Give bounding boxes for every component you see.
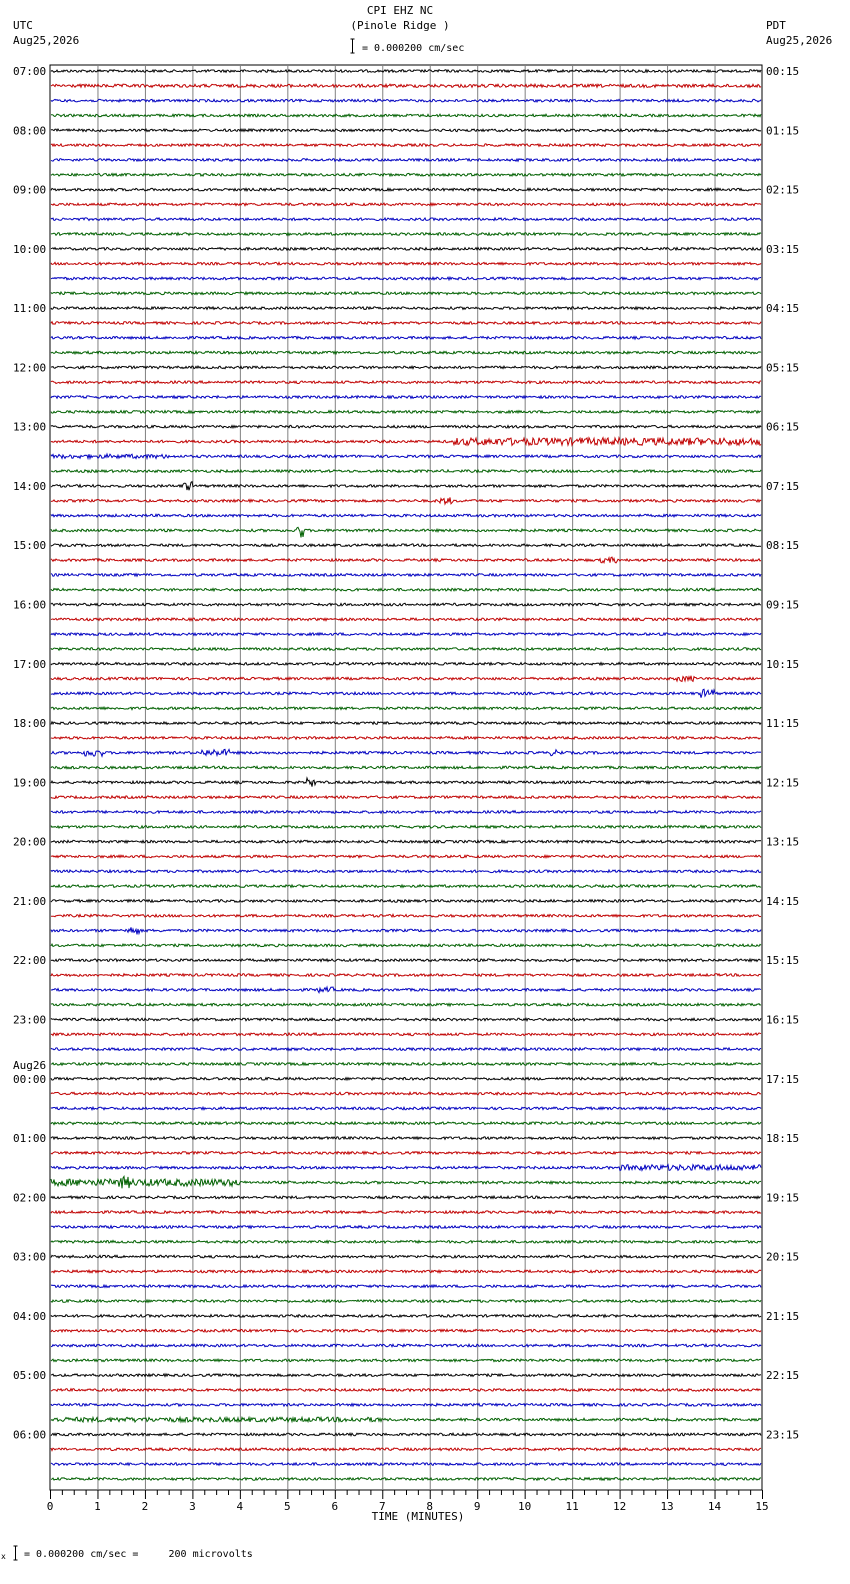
utc-hour-label: 10:00	[13, 242, 47, 256]
seismogram-trace	[51, 1018, 761, 1021]
seismogram-trace	[51, 470, 761, 473]
x-tick-label: 2	[141, 1500, 149, 1513]
seismogram-trace	[51, 411, 761, 414]
seismogram-trace	[51, 1315, 761, 1318]
utc-date-label: Aug26	[13, 1058, 47, 1072]
seismogram-trace	[51, 159, 761, 162]
seismogram-trace	[51, 99, 761, 102]
seismogram-trace	[51, 1196, 761, 1199]
seismogram-trace	[51, 1255, 761, 1258]
utc-hour-label: 20:00	[13, 835, 47, 849]
seismogram-trace	[51, 811, 761, 814]
seismogram-trace	[51, 144, 761, 147]
utc-hour-label: 01:00	[13, 1132, 47, 1146]
utc-hour-label: 22:00	[13, 954, 47, 968]
seismogram-trace	[51, 188, 761, 191]
seismogram-trace	[51, 588, 761, 591]
x-axis-label: TIME (MINUTES)	[371, 1510, 465, 1523]
footer-scale-text: = 0.000200 cm/sec = 200 microvolts	[24, 1549, 253, 1560]
utc-hour-label: 21:00	[13, 894, 47, 908]
seismogram-trace	[51, 482, 761, 491]
seismogram-trace	[51, 322, 761, 325]
seismogram-trace	[51, 796, 761, 799]
right-timezone: PDT	[766, 19, 786, 32]
x-tick-label: 10	[518, 1500, 532, 1513]
x-tick-label: 3	[189, 1500, 196, 1513]
seismogram-trace	[51, 233, 761, 236]
seismogram-trace	[51, 1270, 761, 1273]
seismogram-trace	[51, 1211, 761, 1214]
station-title: CPI EHZ NC	[366, 4, 434, 17]
seismogram-trace	[51, 618, 761, 621]
x-tick-label: 4	[236, 1500, 244, 1513]
seismogram-trace	[51, 1122, 761, 1125]
seismogram-trace	[51, 1448, 761, 1451]
pdt-hour-label: 18:15	[766, 1132, 800, 1146]
x-tick-label: 6	[331, 1500, 339, 1513]
seismogram-trace	[51, 173, 761, 176]
x-tick-label: 11	[565, 1500, 579, 1513]
utc-hour-label: 05:00	[13, 1369, 47, 1383]
utc-hour-label: 06:00	[13, 1428, 47, 1442]
seismogram-trace	[51, 1241, 761, 1244]
utc-hour-label: 02:00	[13, 1191, 47, 1205]
seismogram-trace	[51, 914, 761, 917]
seismogram-trace	[51, 648, 761, 651]
seismogram-trace	[51, 1078, 761, 1081]
seismogram-trace	[51, 514, 761, 517]
station-location: (Pinole Ridge )	[350, 19, 450, 32]
seismogram-trace	[51, 277, 761, 280]
pdt-hour-label: 07:15	[766, 479, 800, 493]
pdt-hour-label: 01:15	[766, 124, 800, 138]
seismogram-trace	[51, 870, 761, 873]
pdt-hour-label: 00:15	[766, 65, 800, 78]
seismogram-trace	[51, 366, 761, 369]
seismogram-trace	[51, 1152, 761, 1155]
seismogram-trace	[51, 1177, 761, 1189]
seismogram-trace	[51, 1404, 761, 1407]
seismogram-trace	[51, 987, 761, 993]
header-scale-text: = 0.000200 cm/sec	[362, 43, 465, 54]
utc-hour-label: 03:00	[13, 1250, 47, 1264]
pdt-hour-label: 02:15	[766, 183, 800, 197]
seismogram-trace	[51, 351, 761, 354]
pdt-hour-label: 20:15	[766, 1250, 800, 1264]
utc-hour-label: 00:00	[13, 1072, 47, 1086]
seismogram-trace	[51, 1033, 761, 1036]
seismogram-trace	[51, 722, 761, 725]
seismogram-trace	[51, 1107, 761, 1110]
utc-hour-label: 19:00	[13, 776, 47, 790]
utc-hour-label: 16:00	[13, 598, 47, 612]
utc-hour-label: 15:00	[13, 539, 47, 553]
x-tick-label: 8	[426, 1500, 434, 1513]
seismogram-trace	[51, 974, 761, 977]
seismogram-trace	[51, 218, 761, 221]
seismogram-trace	[51, 766, 761, 769]
seismogram-trace	[51, 1285, 761, 1288]
utc-hour-label: 08:00	[13, 124, 47, 138]
x-tick-label: 5	[284, 1500, 291, 1513]
seismogram-trace	[51, 663, 761, 666]
pdt-hour-label: 15:15	[766, 954, 800, 968]
pdt-hour-label: 03:15	[766, 242, 800, 256]
x-tick-label: 9	[473, 1500, 481, 1513]
seismogram-trace	[51, 944, 761, 947]
seismogram-trace	[51, 307, 761, 310]
seismogram-trace	[51, 438, 761, 446]
seismogram-trace	[51, 927, 761, 934]
seismogram-trace	[51, 84, 761, 87]
utc-hour-label: 23:00	[13, 1013, 47, 1027]
pdt-hour-label: 21:15	[766, 1309, 800, 1323]
utc-hour-label: 04:00	[13, 1309, 47, 1323]
seismogram-trace	[51, 114, 761, 117]
x-tick-label: 7	[378, 1500, 386, 1513]
utc-hour-label: 18:00	[13, 717, 47, 731]
seismogram-trace	[51, 497, 761, 504]
pdt-hour-label: 22:15	[766, 1369, 800, 1383]
pdt-hour-label: 12:15	[766, 776, 800, 790]
seismogram-trace	[51, 1048, 761, 1051]
seismogram-trace	[51, 1300, 761, 1303]
seismogram-trace	[51, 1165, 761, 1171]
seismogram-trace	[51, 557, 761, 563]
seismogram-trace	[51, 70, 761, 73]
seismogram-trace	[51, 900, 761, 903]
seismogram-trace	[51, 396, 761, 399]
seismogram-trace	[51, 1329, 761, 1332]
seismogram-trace	[51, 689, 761, 698]
seismogram-trace	[51, 1003, 761, 1006]
seismogram-trace	[51, 248, 761, 251]
seismogram-trace	[51, 1092, 761, 1095]
utc-hour-label: 17:00	[13, 657, 47, 671]
seismogram-trace	[51, 1433, 761, 1436]
seismogram-trace	[51, 574, 761, 577]
pdt-hour-label: 05:15	[766, 361, 800, 375]
seismogram-trace	[51, 633, 761, 636]
seismogram-trace	[51, 1374, 761, 1377]
seismogram-trace	[51, 527, 761, 537]
seismogram-trace	[51, 1389, 761, 1392]
seismogram-trace	[51, 676, 761, 682]
pdt-hour-label: 19:15	[766, 1191, 800, 1205]
pdt-hour-label: 14:15	[766, 894, 800, 908]
seismogram-trace	[51, 454, 761, 458]
seismogram-trace	[51, 1226, 761, 1229]
pdt-hour-label: 11:15	[766, 717, 800, 731]
seismogram-trace	[51, 1359, 761, 1362]
seismogram-trace	[51, 1063, 761, 1066]
x-tick-label: 13	[660, 1500, 674, 1513]
seismogram-trace	[51, 707, 761, 710]
seismogram-trace	[51, 778, 761, 787]
utc-hour-label: 11:00	[13, 302, 47, 316]
x-tick-label: 14	[707, 1500, 722, 1513]
utc-hour-label: 13:00	[13, 420, 47, 434]
seismogram-trace	[51, 1137, 761, 1140]
left-timezone: UTC	[13, 19, 33, 32]
seismogram-trace	[51, 292, 761, 295]
seismogram-trace	[51, 1417, 761, 1422]
pdt-hour-label: 23:15	[766, 1428, 800, 1442]
utc-hour-label: 07:00	[13, 65, 47, 78]
pdt-hour-label: 04:15	[766, 302, 800, 316]
seismogram-trace	[51, 1478, 761, 1481]
pdt-hour-label: 13:15	[766, 835, 800, 849]
left-date: Aug25,2026	[13, 34, 80, 47]
seismogram-trace	[51, 737, 761, 740]
seismogram-trace	[51, 855, 761, 858]
seismogram-trace	[51, 603, 761, 606]
seismogram-trace	[51, 840, 761, 843]
pdt-hour-label: 08:15	[766, 539, 800, 553]
seismogram-trace	[51, 959, 761, 962]
seismogram-trace	[51, 381, 761, 384]
x-tick-label: 12	[612, 1500, 627, 1513]
x-tick-label: 0	[46, 1500, 54, 1513]
pdt-hour-label: 16:15	[766, 1013, 800, 1027]
seismogram-trace	[51, 203, 761, 206]
utc-hour-label: 12:00	[13, 361, 47, 375]
utc-hour-label: 09:00	[13, 183, 47, 197]
seismogram-trace	[51, 425, 761, 428]
x-tick-label: 1	[94, 1500, 101, 1513]
pdt-hour-label: 06:15	[766, 420, 800, 434]
seismogram-trace	[51, 1463, 761, 1466]
seismogram-trace	[51, 826, 761, 829]
utc-hour-label: 14:00	[13, 479, 47, 493]
seismogram-trace	[51, 262, 761, 265]
right-date: Aug25,2026	[766, 34, 833, 47]
seismogram-trace	[51, 1344, 761, 1347]
seismogram-trace	[51, 129, 761, 132]
pdt-hour-label: 09:15	[766, 598, 800, 612]
seismogram-trace	[51, 544, 761, 547]
pdt-hour-label: 17:15	[766, 1072, 800, 1086]
footer-scale-mark: x	[1, 1552, 6, 1561]
seismogram-trace	[51, 337, 761, 340]
pdt-hour-label: 10:15	[766, 657, 800, 671]
x-tick-label: 15	[755, 1500, 769, 1513]
seismogram-trace	[51, 885, 761, 888]
seismogram-trace	[51, 749, 761, 756]
